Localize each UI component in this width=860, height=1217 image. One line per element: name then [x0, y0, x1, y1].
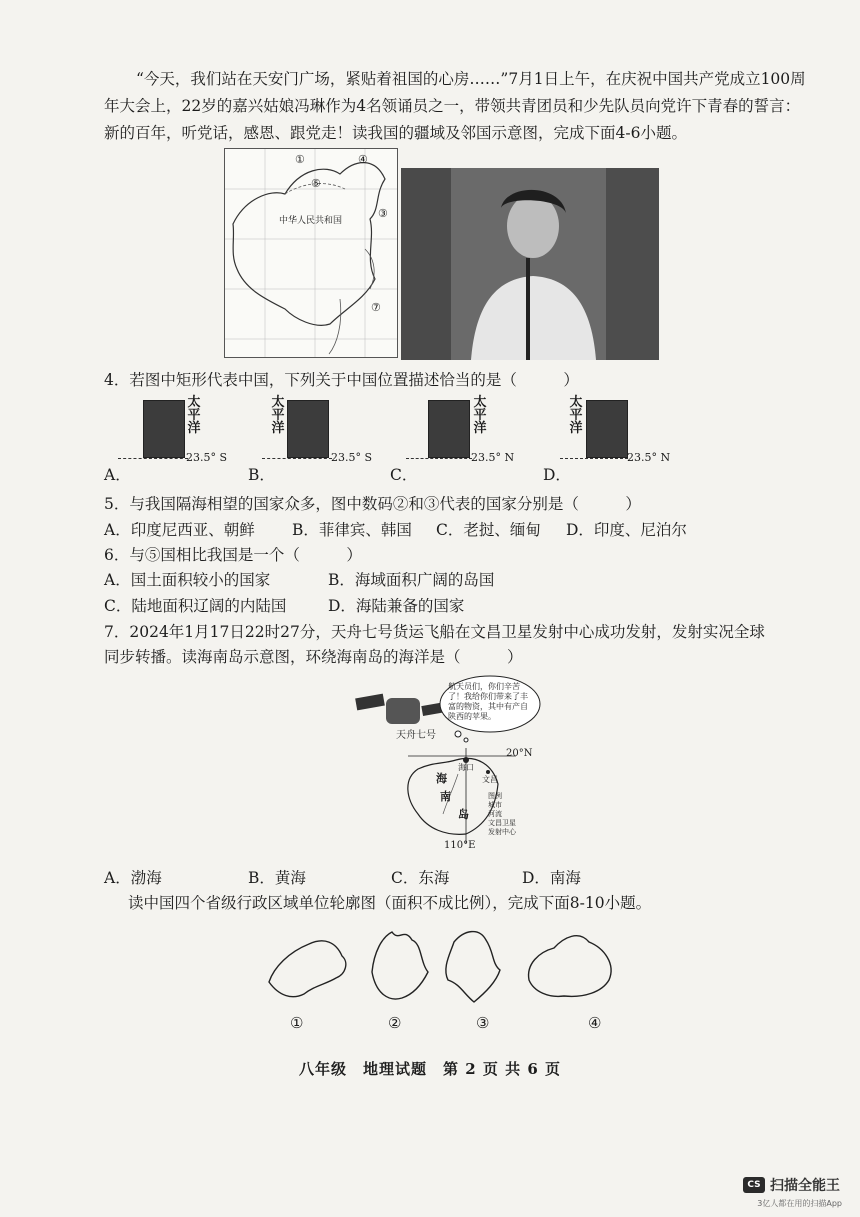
- photo-svg: [401, 168, 659, 360]
- question-7-stem-line2: 同步转播。读海南岛示意图，环绕海南岛的海洋是（ ）: [104, 648, 523, 666]
- q7-option-c[interactable]: C．东海: [391, 869, 450, 887]
- q4-option-b-ocean: 太平洋: [271, 395, 285, 436]
- question-8-10-intro: 读中国四个省级行政区域单位轮廓图（面积不成比例），完成下面8-10小题。: [128, 894, 652, 912]
- map-label-7: ⑦: [371, 301, 381, 314]
- q4-option-a-line: [118, 458, 188, 459]
- q4-option-b-lat: 23.5° S: [331, 451, 373, 464]
- q7-option-d[interactable]: D．南海: [522, 869, 581, 887]
- hainan-ship-label: 天舟七号: [396, 730, 436, 741]
- scanner-app-name: 扫描全能王: [770, 1178, 840, 1194]
- q4-option-a-rect: [143, 400, 185, 458]
- q4-option-c-ocean: 太平洋: [473, 395, 487, 436]
- question-4-stem: 4．若图中矩形代表中国，下列关于中国位置描述恰当的是（ ）: [104, 371, 579, 389]
- q4-option-b-rect: [287, 400, 329, 458]
- province-3-outline: [446, 932, 500, 1002]
- page-footer: 八年级 地理试题 第 2 页 共 6 页: [299, 1060, 561, 1078]
- recitation-photo: [401, 168, 659, 360]
- scanner-logo-icon: CS: [743, 1177, 765, 1193]
- spaceship-shape: [355, 694, 447, 724]
- province-label-4: ④: [588, 1014, 602, 1032]
- question-7-stem-line1: 7．2024年1月17日22时27分，天舟七号货运飞船在文昌卫星发射中心成功发射，发射实况全球: [104, 623, 765, 641]
- q4-option-d-rect: [586, 400, 628, 458]
- q4-option-b[interactable]: B．: [248, 466, 275, 484]
- hainan-wenchang-label: 文昌: [482, 775, 498, 784]
- q5-option-d[interactable]: D．印度、尼泊尔: [566, 521, 687, 539]
- legend-river: 河流: [488, 810, 502, 818]
- q4-option-d-ocean: 太平洋: [569, 395, 583, 436]
- hainan-haikou-label: 海口: [458, 763, 474, 772]
- hainan-legend: [488, 792, 516, 837]
- q4-option-b-line: [262, 458, 332, 459]
- question-6-stem: 6．与⑤国相比我国是一个（ ）: [104, 546, 362, 564]
- q4-option-d[interactable]: D．: [543, 466, 571, 484]
- province-label-1: ①: [290, 1014, 304, 1032]
- legend-city: 城市: [488, 801, 502, 809]
- question-5-stem: 5．与我国隔海相望的国家众多，图中数码②和③代表的国家分别是（ ）: [104, 495, 641, 513]
- q5-option-c[interactable]: C．老挝、缅甸: [436, 521, 541, 539]
- map-label-5: ⑤: [311, 177, 321, 190]
- map-label-4: ④: [358, 153, 368, 166]
- map-label-3: ③: [378, 207, 388, 220]
- q4-option-d-lat: 23.5° N: [627, 451, 671, 464]
- q4-option-c-lat: 23.5° N: [471, 451, 515, 464]
- q5-option-a[interactable]: A．印度尼西亚、朝鲜: [104, 521, 255, 539]
- q7-option-b[interactable]: B．黄海: [248, 869, 306, 887]
- map-label-1: ①: [295, 153, 305, 166]
- scanner-watermark: [743, 1175, 840, 1195]
- hainan-lat-label: 20°N: [506, 748, 533, 759]
- province-label-2: ②: [388, 1014, 402, 1032]
- legend-title: 图例: [488, 792, 502, 800]
- q7-option-a[interactable]: A．渤海: [104, 869, 162, 887]
- hainan-figure: [348, 674, 548, 851]
- q4-option-c-rect: [428, 400, 470, 458]
- hainan-island-char-1: 海: [436, 772, 447, 785]
- q5-option-b[interactable]: B．菲律宾、韩国: [292, 521, 412, 539]
- q6-option-c[interactable]: C．陆地面积辽阔的内陆国: [104, 597, 287, 615]
- legend-launch-2: 发射中心: [488, 828, 516, 836]
- q4-option-a[interactable]: A．: [104, 466, 131, 484]
- province-1-outline: [269, 941, 346, 997]
- q4-option-c-line: [406, 458, 472, 459]
- legend-launch-1: 文昌卫星: [488, 819, 516, 827]
- map-label-china: 中华人民共和国: [279, 216, 343, 226]
- hainan-speech-bubble: 航天员们，你们辛苦了！我给你们带来了丰富的物资，其中有产自陕西的苹果。: [448, 682, 528, 721]
- q4-option-c[interactable]: C．: [390, 466, 418, 484]
- hainan-island-char-3: 岛: [458, 808, 469, 821]
- intro-paragraph: “今天，我们站在天安门广场，紧贴着祖国的心房……”7月1日上午，在庆祝中国共产党成立100周年大会上，22岁的嘉兴姑娘冯琳作为4名领诵员之一，带领共青团员和少先队员向党许下青春的誓言：新的百年，听党话，感恩、跟党走！读我国的疆域及邻国示意图，完成下面4-6小题。: [104, 70, 806, 142]
- q6-option-b[interactable]: B．海域面积广阔的岛国: [328, 571, 495, 589]
- province-outlines: [264, 922, 624, 1008]
- q6-option-a[interactable]: A．国土面积较小的国家: [104, 571, 271, 589]
- province-label-3: ③: [476, 1014, 490, 1032]
- province-2-outline: [372, 932, 428, 999]
- q6-option-d[interactable]: D．海陆兼备的国家: [328, 597, 465, 615]
- q4-option-a-lat: 23.5° S: [186, 451, 228, 464]
- scanner-tagline: 3亿人都在用的扫描App: [757, 1199, 842, 1208]
- q4-option-d-line: [560, 458, 628, 459]
- hainan-island-char-2: 南: [440, 790, 451, 803]
- province-4-outline: [529, 936, 611, 997]
- hainan-lon-label: 110°E: [444, 840, 476, 851]
- china-map-figure: [224, 148, 398, 358]
- q4-option-a-ocean: 太平洋: [187, 395, 201, 436]
